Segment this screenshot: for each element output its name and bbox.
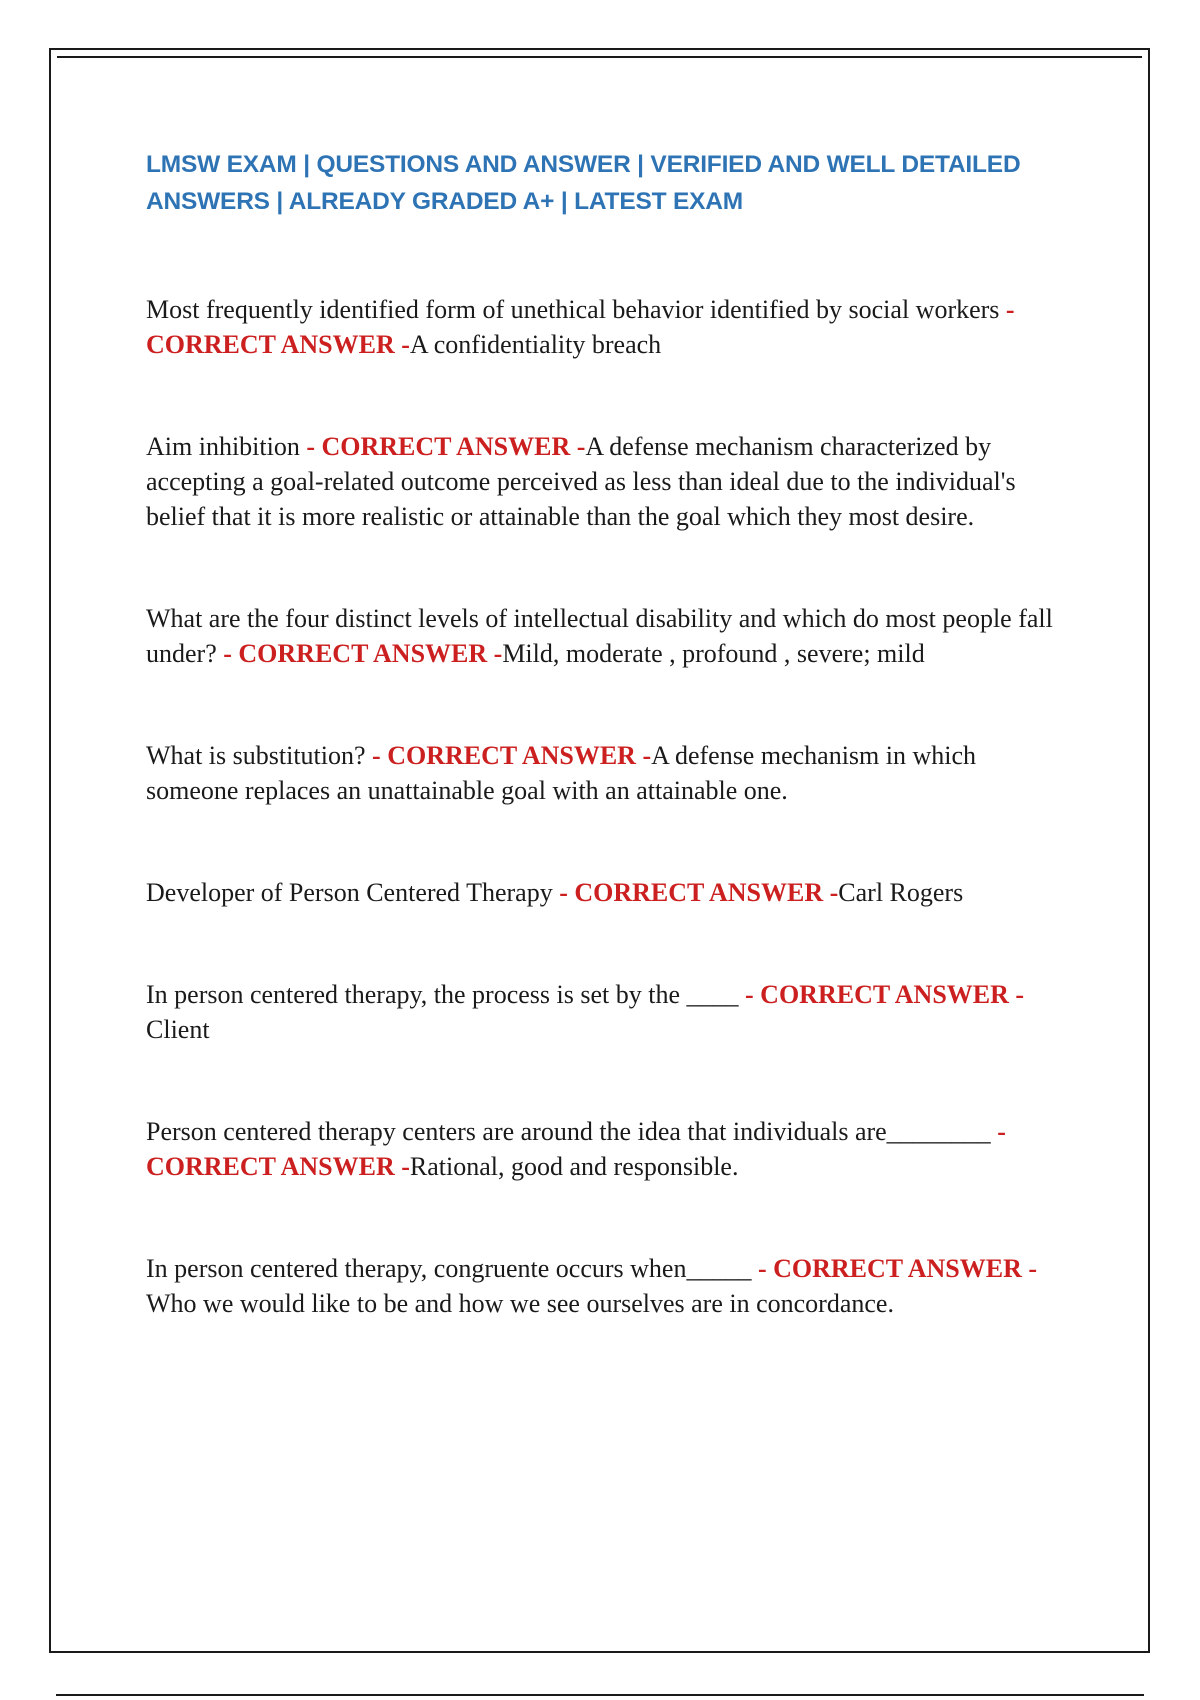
correct-answer-marker: - CORRECT ANSWER - (216, 639, 503, 668)
question-text: What is substitution? (146, 741, 366, 770)
question-text: Developer of Person Centered Therapy (146, 878, 553, 907)
answer-text: Carl Rogers (838, 878, 964, 907)
correct-answer-marker: - CORRECT ANSWER - (365, 741, 652, 770)
qa-item (146, 429, 1066, 534)
correct-answer-marker: - CORRECT ANSWER - (146, 1117, 1006, 1181)
qa-list (146, 292, 1066, 1321)
question-text: Aim inhibition (146, 432, 300, 461)
correct-answer-marker: - CORRECT ANSWER - (299, 432, 586, 461)
question-text: Most frequently identified form of unethical behavior identified by social workers (146, 295, 1000, 324)
document-content (146, 146, 1066, 1388)
correct-answer-marker: - CORRECT ANSWER - (552, 878, 839, 907)
qa-item (146, 875, 1066, 910)
question-text: In person centered therapy, congruente occurs when_____ (146, 1254, 752, 1283)
qa-item (146, 292, 1066, 362)
qa-item (146, 1251, 1066, 1321)
answer-text: Who we would like to be and how we see ourselves are in concordance. (146, 1289, 894, 1318)
answer-text: Rational, good and responsible. (409, 1152, 739, 1181)
question-text: In person centered therapy, the process is set by the ____ (146, 980, 739, 1009)
question-text: What are the four distinct levels of intellectual disability and which do most people fall under? (146, 604, 1053, 668)
answer-text: A defense mechanism in which someone replaces an unattainable goal with an attainable one. (146, 741, 977, 805)
correct-answer-marker: - CORRECT ANSWER - (751, 1254, 1038, 1283)
page-border-inner-line (57, 56, 1142, 58)
document-title: LMSW EXAM | QUESTIONS AND ANSWER | VERIFIED AND WELL DETAILED ANSWERS | ALREADY GRADED A+ | LATEST EXAM (146, 151, 1021, 215)
correct-answer-marker: - CORRECT ANSWER - (738, 980, 1025, 1009)
question-text: Person centered therapy centers are around the idea that individuals are________ (146, 1117, 991, 1146)
answer-text: Client (146, 1015, 210, 1044)
qa-item (146, 1114, 1066, 1184)
answer-text: A confidentiality breach (409, 330, 662, 359)
qa-item (146, 738, 1066, 808)
page-bottom-rule (56, 1694, 1144, 1696)
qa-item (146, 977, 1066, 1047)
answer-text: A defense mechanism characterized by accepting a goal-related outcome perceived as less than ideal due to the individual's belief that it is more realistic or attainable than the goal which they most desire. (146, 432, 1016, 531)
qa-item (146, 601, 1066, 671)
answer-text: Mild, moderate , profound , severe; mild (502, 639, 925, 668)
correct-answer-marker: - CORRECT ANSWER - (146, 295, 1015, 359)
